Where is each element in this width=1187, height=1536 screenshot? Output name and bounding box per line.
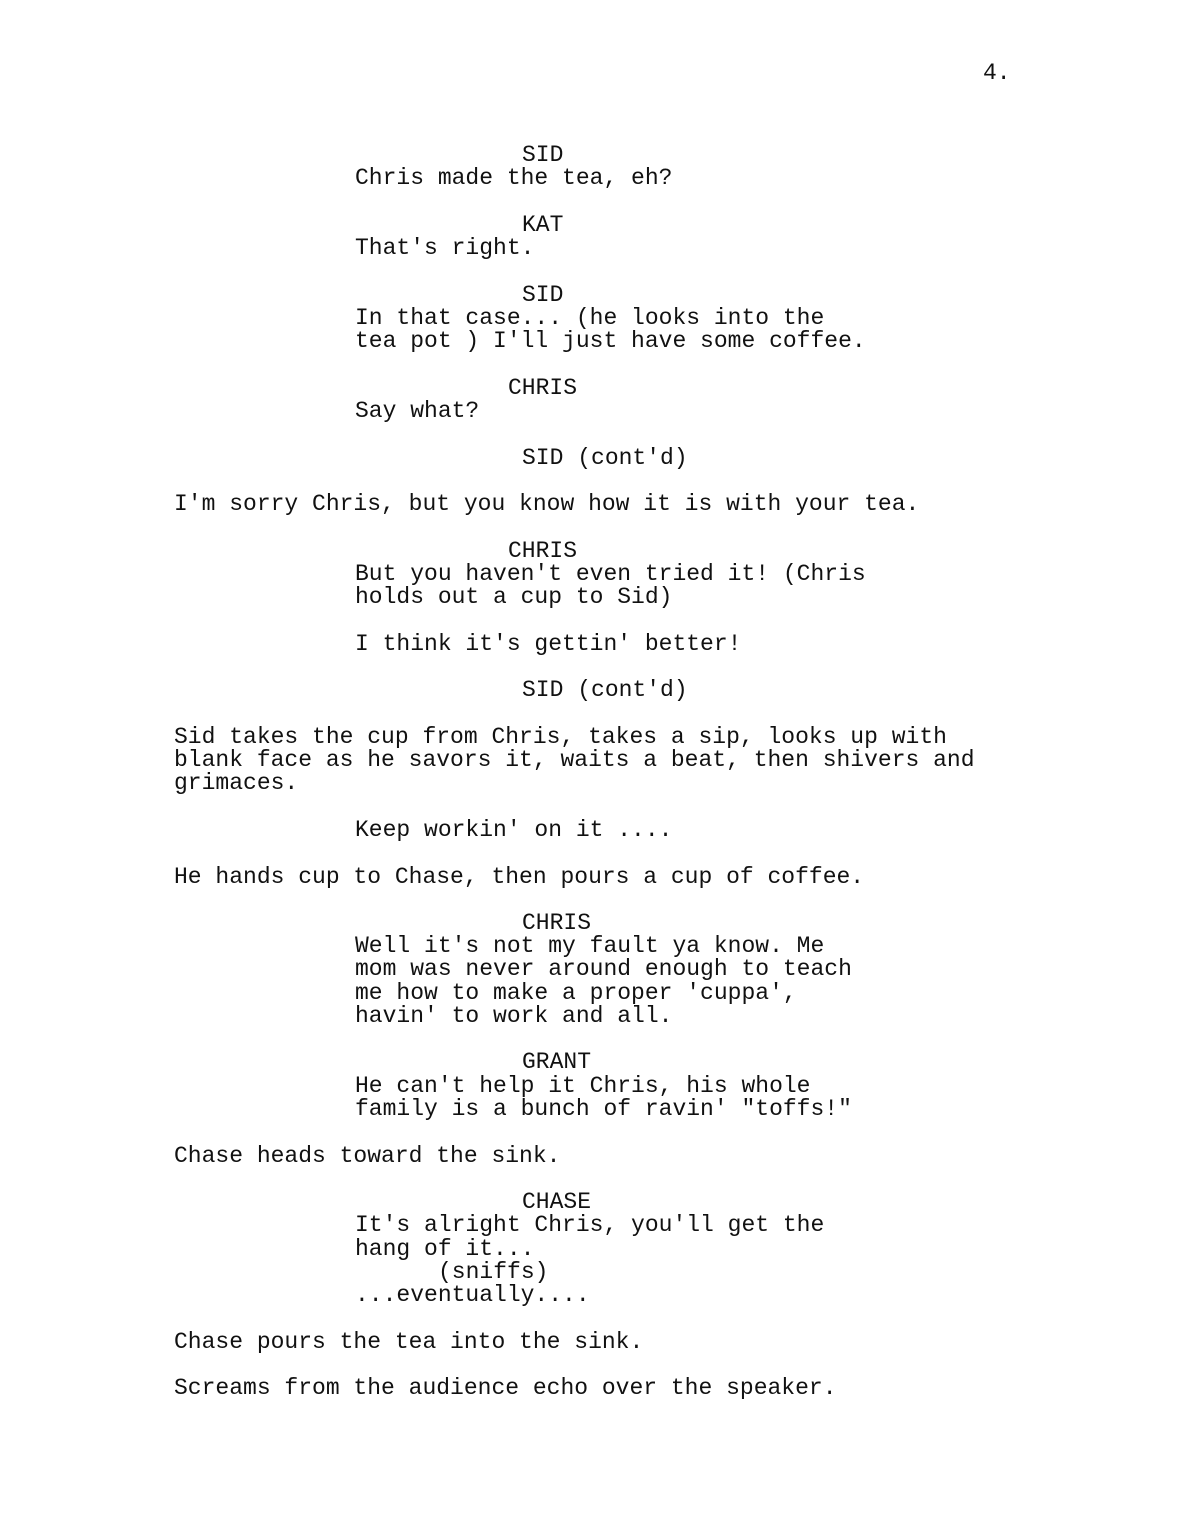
- dialogue-line: But you haven't even tried it! (Chris: [355, 561, 866, 587]
- action-line: Chase heads toward the sink.: [174, 1143, 561, 1169]
- action-line: Chase pours the tea into the sink.: [174, 1329, 644, 1355]
- character-cue: CHRIS: [508, 375, 578, 401]
- dialogue-line: me how to make a proper 'cuppa',: [355, 980, 797, 1006]
- dialogue-line: Say what?: [355, 398, 480, 424]
- dialogue-line: holds out a cup to Sid): [355, 584, 673, 610]
- dialogue-line: It's alright Chris, you'll get the: [355, 1212, 825, 1238]
- dialogue-line: Keep workin' on it ....: [355, 817, 673, 843]
- character-cue: SID: [522, 142, 564, 168]
- character-cue: GRANT: [522, 1049, 592, 1075]
- character-cue: CHRIS: [522, 910, 592, 936]
- dialogue-line: mom was never around enough to teach: [355, 956, 852, 982]
- action-line: Screams from the audience echo over the speaker.: [174, 1375, 837, 1401]
- dialogue-line: In that case... (he looks into the: [355, 305, 825, 331]
- dialogue-line: Well it's not my fault ya know. Me: [355, 933, 825, 959]
- action-line: I'm sorry Chris, but you know how it is with your tea.: [174, 491, 920, 517]
- dialogue-line: tea pot ) I'll just have some coffee.: [355, 328, 866, 354]
- character-cue: CHASE: [522, 1189, 592, 1215]
- dialogue-line: That's right.: [355, 235, 535, 261]
- action-line: grimaces.: [174, 770, 299, 796]
- character-cue: SID: [522, 282, 564, 308]
- dialogue-line: He can't help it Chris, his whole: [355, 1073, 811, 1099]
- dialogue-line: ...eventually....: [355, 1282, 590, 1308]
- action-line: He hands cup to Chase, then pours a cup of coffee.: [174, 864, 865, 890]
- character-cue: KAT: [522, 212, 564, 238]
- dialogue-line: I think it's gettin' better!: [355, 631, 742, 657]
- character-cue: SID (cont'd): [522, 445, 688, 471]
- dialogue-line: family is a bunch of ravin' "toffs!": [355, 1096, 852, 1122]
- dialogue-line: Chris made the tea, eh?: [355, 165, 673, 191]
- page-number: 4.: [983, 60, 1011, 86]
- dialogue-line: hang of it...: [355, 1236, 535, 1262]
- action-line: blank face as he savors it, waits a beat, then shivers and: [174, 747, 975, 773]
- dialogue-line: havin' to work and all.: [355, 1003, 673, 1029]
- action-line: Sid takes the cup from Chris, takes a sip, looks up with: [174, 724, 947, 750]
- character-cue: CHRIS: [508, 538, 578, 564]
- parenthetical: (sniffs): [438, 1259, 549, 1285]
- character-cue: SID (cont'd): [522, 677, 688, 703]
